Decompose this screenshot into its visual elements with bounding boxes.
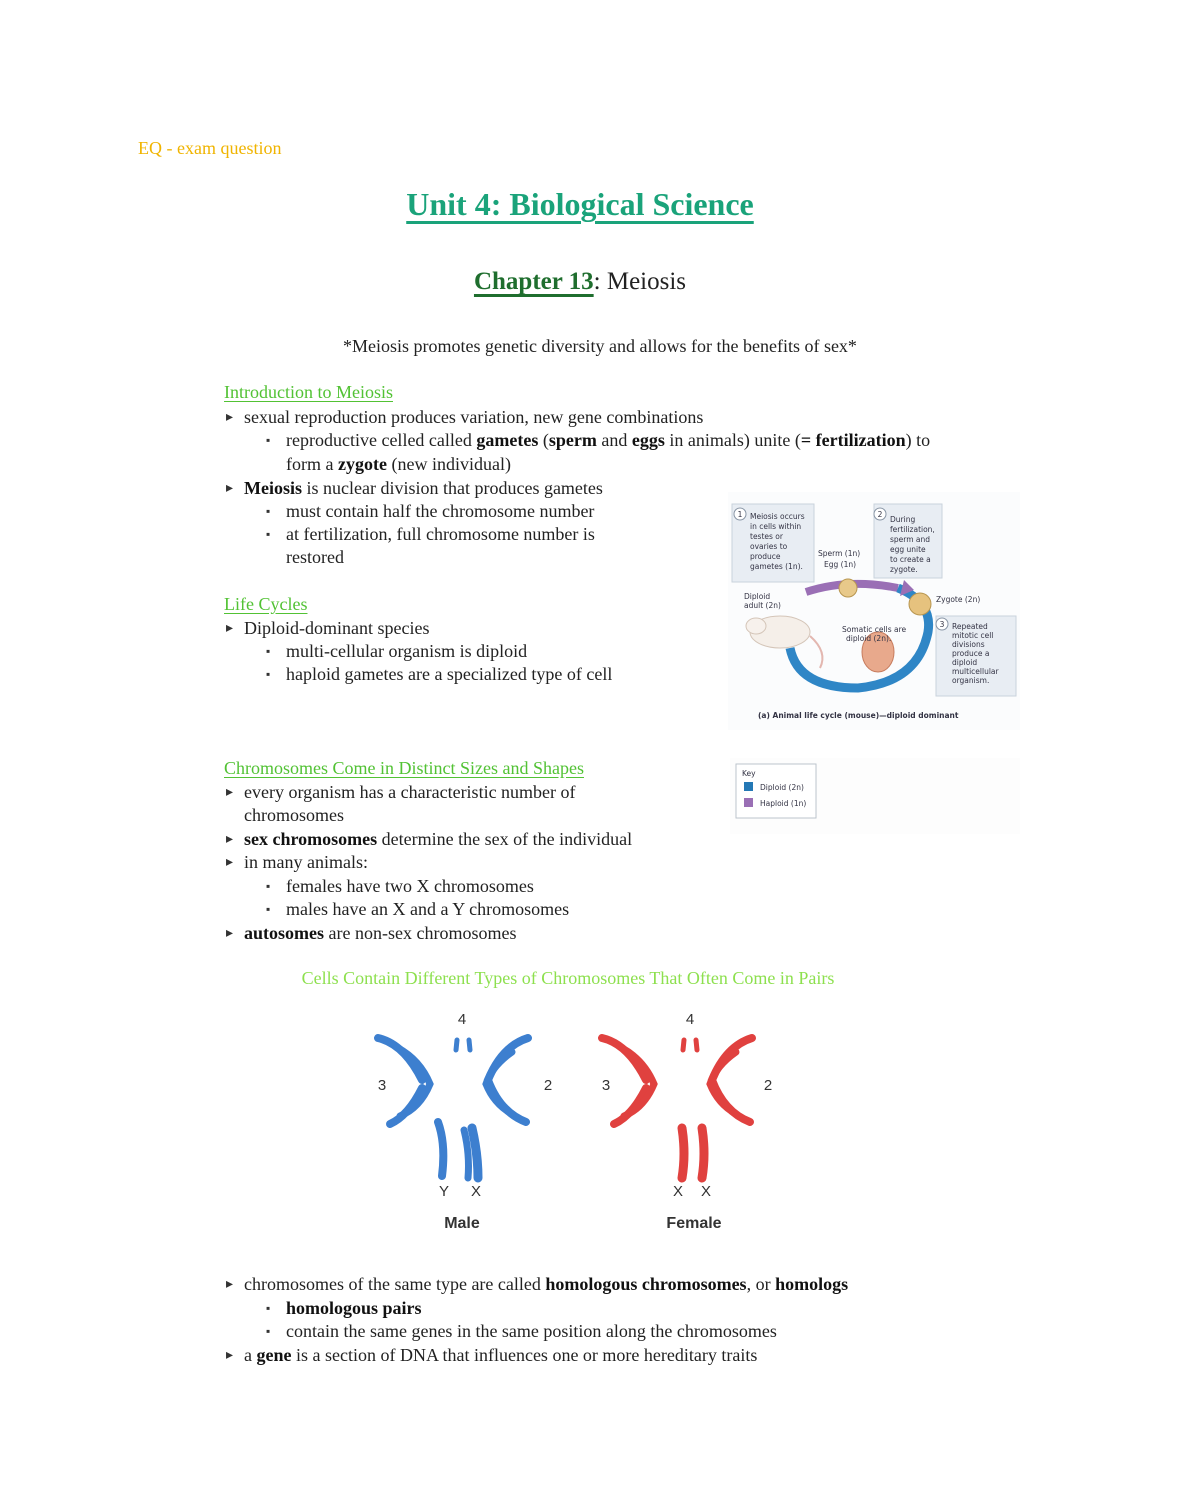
chromosome-x2 [702,1128,704,1178]
text-run: ( [538,430,549,450]
homolog-sub-bullet-1 [266,1297,422,1320]
chapter-colon: : [593,268,601,295]
chromo-bullet-3: ▸ in many animals: [226,851,368,874]
text-run: form a [286,454,338,474]
term-homologs: homologs [775,1274,849,1294]
key-diagram [730,758,1020,834]
step2-line: egg unite [890,545,926,554]
chromosomes-heading: Chromosomes Come in Distinct Sizes and Shapes [224,758,584,778]
somatic-label: diploid (2n). [846,634,892,643]
chromosome-pairs-figure [360,1004,800,1240]
male-label-y: Y [438,1183,450,1200]
chromo-bullet-1: ▸ every organism has a characteristic number of [226,781,576,804]
key-title: Key [742,769,756,778]
intro-sub-bullet-1-cont [286,453,511,476]
intro-sub-bullet-1 [266,429,930,452]
step1-line: produce [750,552,781,561]
homolog-bullet-1 [226,1273,848,1296]
chromo-sub-bullet-1: ▪ females have two X chromosomes [266,875,534,898]
step1-number: 1 [737,510,743,519]
life-sub-bullet-1: ▪ multi-cellular organism is diploid [266,640,527,663]
zygote-label: Zygote (2n) [936,595,981,604]
sperm-label: Sperm (1n) [818,549,861,558]
term-homologous-pairs: homologous pairs [286,1298,422,1318]
key-diploid-label: Diploid (2n) [760,783,804,792]
homolog-bullet-2 [226,1344,757,1367]
term-gametes: gametes [476,430,539,450]
text-run: in animals) unite ( [664,430,801,450]
intro-heading: Introduction to Meiosis [224,382,393,402]
chromosome-x-chromatid [464,1130,469,1178]
step3-line: divisions [952,640,985,649]
step2-number: 2 [877,510,883,519]
figure-key [730,758,1020,834]
chromosome-4a [683,1040,684,1050]
step2-line: sperm and [890,535,931,544]
chromo-sub-bullet-2: ▪ males have an X and a Y chromosomes [266,898,569,921]
figure-caption: (a) Animal life cycle (mouse)—diploid dominant [758,711,959,720]
haploid-swatch [744,798,753,807]
female-label-x2: X [700,1183,712,1200]
female-label-2: 2 [763,1077,773,1094]
chromosome-4a [456,1040,457,1050]
egg-label: Egg (1n) [824,560,857,569]
term-eggs: eggs [631,430,665,450]
female-label-4: 4 [685,1011,695,1028]
female-karyotype [602,1038,752,1178]
mouse-tail [810,636,822,668]
intro-bullet-2 [226,477,603,500]
chapter-label: Chapter 13 [473,268,594,295]
intro-sub-bullet-3-cont: restored [286,547,344,567]
chromosome-x [472,1128,478,1178]
text-run: , or [746,1274,776,1294]
diploid-adult-label: Diploid [744,592,771,601]
text-run: is nuclear division that produces gametes [302,478,603,498]
unit-title: Unit 4: Biological Science [406,186,754,222]
step3-line: diploid [952,658,978,667]
female-label-x1: X [672,1183,684,1200]
male-karyotype [378,1038,528,1178]
chromosome-pairs-diagram [360,1004,800,1240]
somatic-label: Somatic cells are [842,625,907,634]
text-run: reproductive celled called [286,430,477,450]
zygote-cell [909,593,931,615]
step3-line: mitotic cell [952,631,994,640]
diploid-swatch [744,782,753,791]
homolog-sub-bullet-2: ▪ contain the same genes in the same position along the chromosomes [266,1320,777,1343]
step3-line: Repeated [952,622,988,631]
chromo-bullet-4 [226,922,516,945]
male-label-3: 3 [377,1077,387,1094]
term-meiosis: Meiosis [244,478,302,498]
eq-note: EQ - exam question [138,138,282,158]
chromo-bullet-2 [226,828,632,851]
term-sperm: sperm [548,430,597,450]
chromo-bullet-1-cont: chromosomes [244,805,344,825]
step2-line: to create a [890,555,931,564]
step3-number: 3 [939,620,945,629]
male-label-x: X [470,1183,482,1200]
text-run: a [244,1345,257,1365]
term-autosomes: autosomes [244,923,324,943]
diploid-adult-label: adult (2n) [744,601,781,610]
chromosome-4b [696,1040,697,1050]
chromosome-2b [486,1052,512,1114]
pairs-heading: Cells Contain Different Types of Chromosomes That Often Come in Pairs [301,968,835,988]
intro-bullet-1: ▸ sexual reproduction produces variation, new gene combinations [226,406,703,429]
life-sub-bullet-2: ▪ haploid gametes are a specialized type of cell [266,663,612,686]
term-homologous-chromosomes: homologous chromosomes [545,1274,747,1294]
step2-line: fertilization, [890,525,935,534]
step3-line: produce a [952,649,990,658]
term-zygote: zygote [337,454,387,474]
step1-line: in cells within [750,522,802,531]
term-gene: gene [256,1345,292,1365]
chromosome-x1 [682,1128,684,1178]
male-label-4: 4 [457,1011,467,1028]
mouse-head [746,618,766,634]
step2-line: zygote. [890,565,918,574]
step1-line: testes or [750,532,783,541]
tagline: *Meiosis promotes genetic diversity and allows for the benefits of sex* [343,336,857,356]
text-run: are non-sex chromosomes [324,923,517,943]
male-label-2: 2 [543,1077,553,1094]
text-run: is a section of DNA that influences one or more hereditary traits [291,1345,758,1365]
female-caption: Female [666,1215,722,1232]
intro-sub-bullet-2: ▪ must contain half the chromosome number [266,500,594,523]
text-run: determine the sex of the individual [377,829,633,849]
male-caption: Male [444,1215,480,1232]
egg-cell [839,579,857,597]
life-cycle-diagram [728,492,1020,730]
key-haploid-label: Haploid (1n) [760,799,807,808]
step1-line: Meiosis occurs [750,512,805,521]
chromosome-4b [469,1040,470,1050]
life-cycles-heading: Life Cycles [224,594,308,614]
step2-line: During [890,515,916,524]
text-run: ) to [905,430,931,450]
text-run: and [596,430,632,450]
chromosome-2b [710,1052,736,1114]
step3-line: multicellular [952,667,999,676]
intro-sub-bullet-3: ▪ at fertilization, full chromosome number is [266,523,595,546]
animal-life-cycle-figure [728,492,1020,730]
chapter-topic: Meiosis [600,268,687,295]
female-label-3: 3 [601,1077,611,1094]
step3-line: organism. [952,676,990,685]
term-sex-chromosomes: sex chromosomes [244,829,378,849]
step1-line: gametes (1n). [750,562,803,571]
text-run: chromosomes of the same type are called [244,1274,546,1294]
chromosome-y [438,1122,443,1176]
chapter-title [0,268,1160,296]
term-fertilization: = fertilization [800,430,906,450]
life-bullet-1: ▸ Diploid-dominant species [226,617,429,640]
step1-line: ovaries to [750,542,788,551]
text-run: (new individual) [386,454,511,474]
